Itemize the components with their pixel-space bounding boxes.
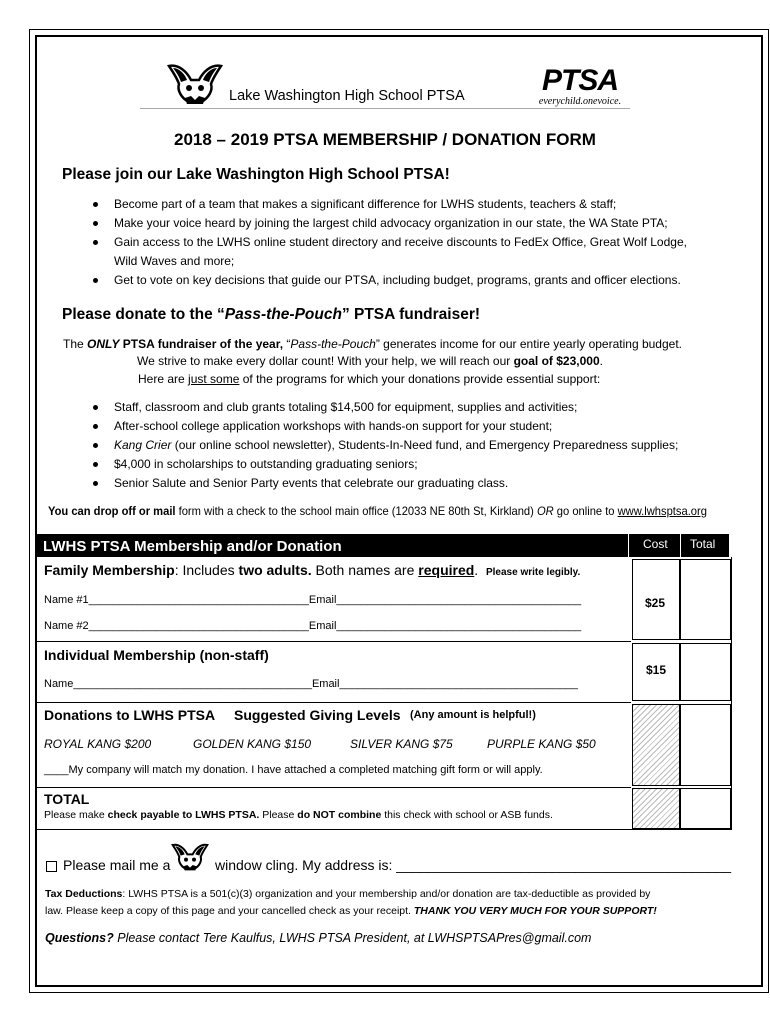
row-divider	[37, 787, 631, 788]
total-cost-cell-hatched	[632, 788, 680, 829]
list-item: Gain access to the LWHS online student directory and receive discounts to FedEx Office, Great Wolf Lodge, Wild Waves and more;	[88, 233, 687, 271]
family-name-1-field[interactable]: Name #1____________________________________Email________________________________________	[44, 594, 582, 606]
individual-cost: $15	[646, 663, 667, 677]
list-item: After-school college application workshops with hands-on support for your student;	[88, 417, 678, 436]
donate-heading: Please donate to the “Pass-the-Pouch” PTSA fundraiser!	[62, 306, 481, 323]
grand-total-field[interactable]	[680, 788, 731, 829]
family-cost: $25	[645, 596, 666, 610]
giving-levels-label: Suggested Giving Levels	[234, 707, 401, 723]
questions-contact: Questions? Please contact Tere Kaulfus, LWHS PTSA President, at LWHSPTSAPres@gmail.com	[45, 931, 592, 945]
mail-address-field[interactable]: window cling. My address is: ___________________________________________	[215, 857, 732, 873]
tier-golden: GOLDEN KANG $150	[193, 737, 312, 751]
kangaroo-logo-icon	[165, 62, 225, 111]
donation-cost-cell-hatched	[632, 704, 680, 786]
donation-total-field[interactable]	[680, 704, 731, 786]
family-membership-title: Family Membership: Includes two adults. Both names are required. Please write legibly.	[44, 562, 581, 578]
ptsa-tagline: everychild.onevoice.	[538, 96, 622, 107]
individual-membership-title: Individual Membership (non-staff)	[44, 647, 269, 663]
ptsa-logo	[535, 66, 625, 107]
mail-cling-request: Please mail me a	[46, 857, 170, 873]
donate-line-3: Here are just some of the programs for which your donations provide essential support:	[138, 372, 601, 386]
tax-deductions-line-2: law. Please keep a copy of this page and your cancelled check as your receipt. THANK YOU VERY MUCH FOR YOUR SUPPORT!	[45, 905, 657, 917]
header-divider	[628, 534, 629, 557]
row-divider	[37, 641, 631, 642]
donate-programs-list	[88, 398, 678, 493]
header-divider	[680, 534, 681, 557]
tax-deductions-line-1: Tax Deductions: LWHS PTSA is a 501(c)(3) organization and your membership and/or donation are tax-deductible as provided by	[45, 888, 651, 900]
list-item: Make your voice heard by joining the largest child advocacy organization in our state, the WA State PTA;	[88, 214, 687, 233]
table-bottom-rule	[37, 829, 731, 830]
tier-silver: SILVER KANG $75	[350, 737, 453, 751]
mail-cling-checkbox[interactable]	[46, 861, 57, 872]
kangaroo-cling-icon	[170, 842, 210, 877]
tier-purple: PURPLE KANG $50	[487, 737, 596, 751]
total-label: TOTAL	[44, 791, 90, 807]
family-total-field[interactable]	[680, 559, 731, 640]
website-link[interactable]: www.lwhsptsa.org	[617, 504, 707, 518]
header-rule	[140, 108, 630, 109]
table-right-edge	[731, 557, 732, 830]
list-item: $4,000 in scholarships to outstanding graduating seniors;	[88, 455, 678, 474]
row-divider	[37, 702, 631, 703]
list-item: Kang Crier (our online school newsletter), Students-In-Need fund, and Emergency Preparedness supplies;	[88, 436, 678, 455]
list-item: Become part of a team that makes a significant difference for LWHS students, teachers & staff;	[88, 195, 687, 214]
list-item: Get to vote on key decisions that guide our PTSA, including budget, programs, grants and officer elections.	[88, 271, 687, 290]
join-heading: Please join our Lake Washington High School PTSA!	[62, 166, 450, 183]
individual-name-field[interactable]: Name_______________________________________Email_______________________________________	[44, 678, 579, 690]
donate-line-1: The ONLY PTSA fundraiser of the year, “Pass-the-Pouch” generates income for our entire yearly operating budget.	[63, 337, 682, 351]
col-cost: Cost	[643, 537, 668, 551]
total-note: Please make check payable to LWHS PTSA. Please do NOT combine this check with school or ASB funds.	[44, 809, 553, 821]
dropoff-instructions: You can drop off or mail form with a check to the school main office (12033 NE 80th St, Kirkland) OR go online to www.lwhsptsa.org	[48, 504, 707, 518]
join-benefits-list	[88, 195, 687, 290]
col-total: Total	[690, 537, 716, 551]
form-title: 2018 – 2019 PTSA MEMBERSHIP / DONATION FORM	[174, 130, 596, 149]
donations-title: Donations to LWHS PTSA	[44, 707, 216, 723]
company-match-checkbox[interactable]: ____My company will match my donation. I have attached a completed matching gift form or will apply.	[44, 764, 543, 776]
school-name: Lake Washington High School PTSA	[229, 88, 465, 104]
any-amount-note: (Any amount is helpful!)	[410, 709, 536, 721]
list-item: Staff, classroom and club grants totaling $14,500 for equipment, supplies and activities;	[88, 398, 678, 417]
ptsa-logo-word: PTSA	[541, 64, 618, 97]
family-name-2-field[interactable]: Name #2____________________________________Email________________________________________	[44, 620, 582, 632]
list-item: Senior Salute and Senior Party events that celebrate our graduating class.	[88, 474, 678, 493]
table-header	[37, 534, 729, 557]
individual-total-field[interactable]	[680, 643, 731, 701]
donate-line-2: We strive to make every dollar count! With your help, we will reach our goal of $23,000.	[137, 354, 603, 368]
table-heading: LWHS PTSA Membership and/or Donation	[43, 538, 342, 555]
tier-royal: ROYAL KANG $200	[44, 737, 152, 751]
